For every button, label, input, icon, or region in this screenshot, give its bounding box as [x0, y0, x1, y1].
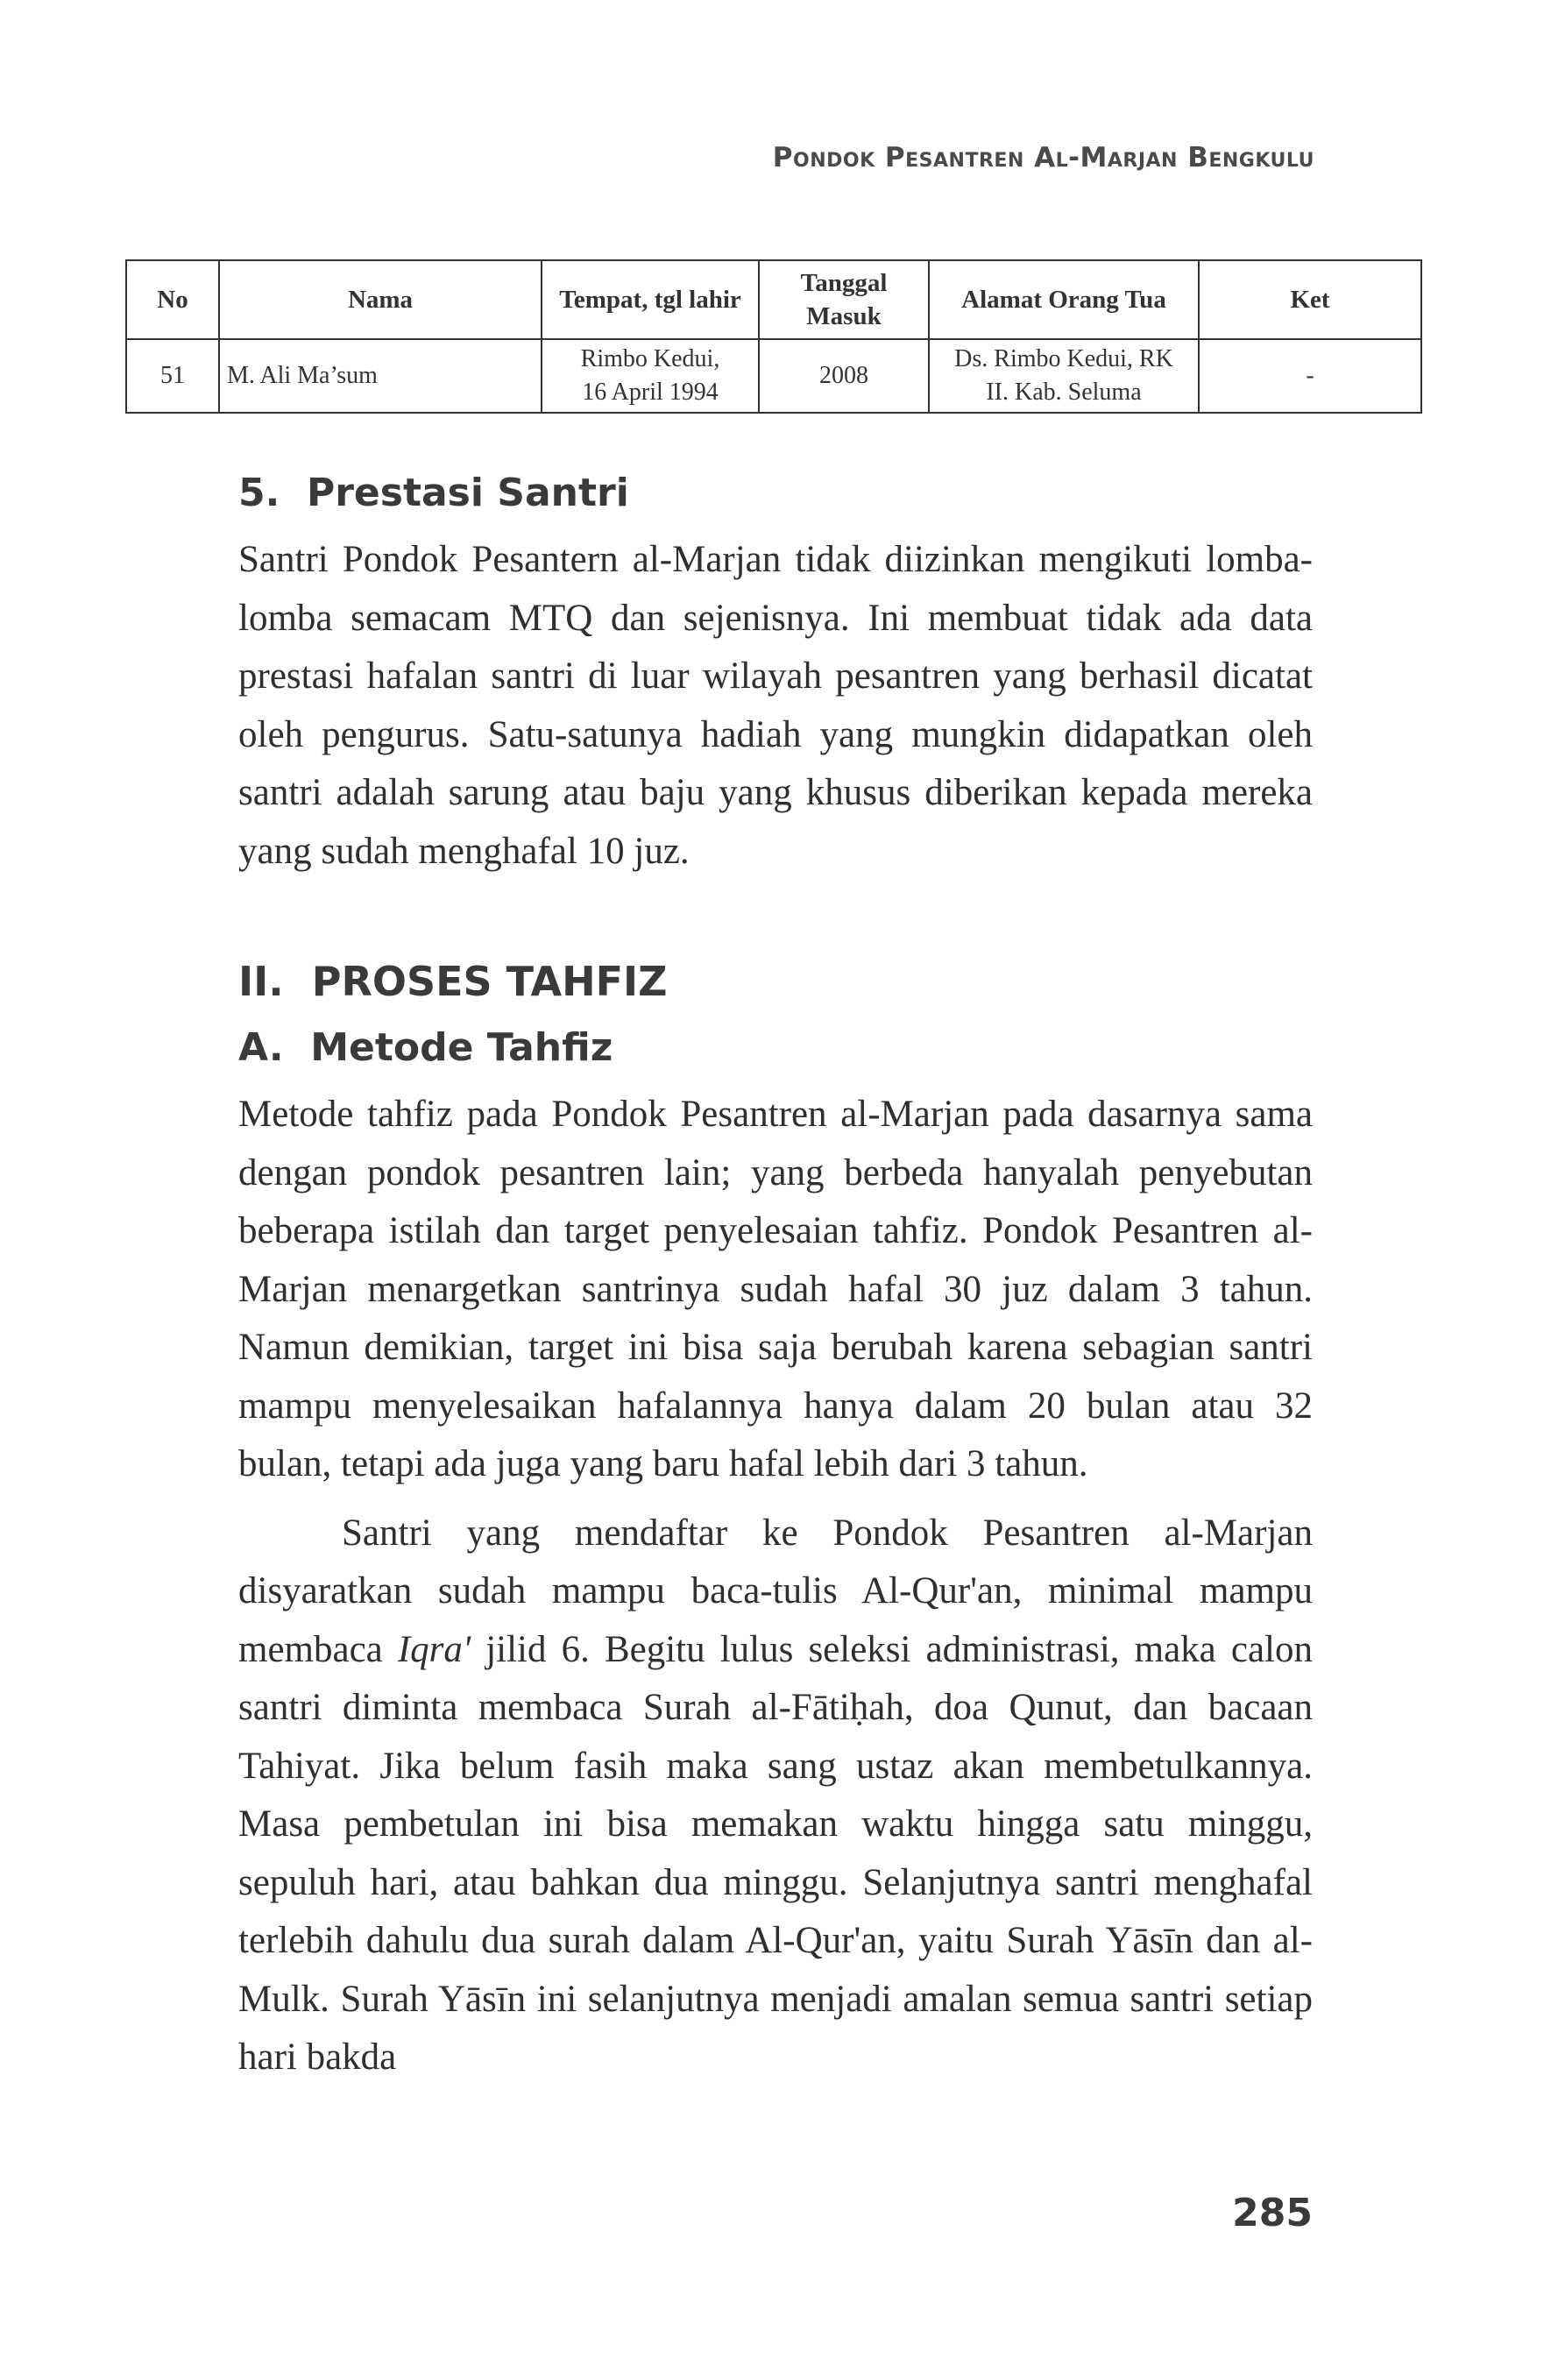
- student-table: [125, 259, 1422, 414]
- cell-alamat: [929, 339, 1199, 413]
- cell-tempat-tgl-lahir: [542, 339, 759, 413]
- paragraph-metode-2-part2: jilid 6. Begitu lulus seleksi administrasi, maka calon santri diminta membaca Surah al-Fātiḥah, doa Qunut, dan bacaan Tahiyat. Jika belum fasih maka sang ustaz akan membetulkannya. Masa pembetulan ini bisa memakan waktu hingga satu minggu, sepuluh hari, atau bahkan dua minggu. Selanjutnya santri menghafal terlebih dahulu dua surah dalam Al-Qur'an, yaitu Surah Yāsīn dan al-Mulk. Surah Yāsīn ini selanjutnya menjadi amalan semua santri setiap hari bakda: [238, 1628, 1313, 2078]
- heading-proses-tahfiz: II. PROSES TAHFIZ: [238, 958, 668, 1005]
- table-header-row: [126, 260, 1421, 339]
- cell-ket: -: [1199, 339, 1421, 413]
- paragraph-metode-2: [238, 1505, 1313, 2087]
- section-gap: [238, 881, 1313, 942]
- paragraph-metode-1: Metode tahfiz pada Pondok Pesantren al-Marjan pada dasarnya sama dengan pondok pesantren lain; yang berbeda hanyalah penyebutan beberapa istilah dan target penyelesaian tahfiz. Pondok Pesantren al-Marjan menargetkan santrinya sudah hafal 30 juz dalam 3 tahun. Namun demikian, target ini bisa saja berubah karena sebagian santri mampu menyelesaikan hafalannya hanya dalam 20 bulan atau 32 bulan, tetapi ada juga yang baru hafal lebih dari 3 tahun.: [238, 1094, 1313, 1484]
- cell-nama: M. Ali Ma’sum: [219, 339, 542, 413]
- header-ket: Ket: [1199, 260, 1421, 339]
- paragraph-metode-2-part1: Santri yang mendaftar ke Pondok Pesantren al-Marjan disyaratkan sudah mampu baca-tulis Al-Qur'an, minimal mampu membaca: [238, 1512, 1313, 1670]
- header-tempat-tgl-lahir: Tempat, tgl lahir: [542, 260, 759, 339]
- cell-no: 51: [126, 339, 219, 413]
- cell-alamat-line2: II. Kab. Seluma: [986, 379, 1142, 406]
- running-head: Pondok Pesantren Al-Marjan Bengkulu: [772, 142, 1314, 174]
- header-nama: Nama: [219, 260, 542, 339]
- cell-tanggal-masuk: 2008: [759, 339, 929, 413]
- cell-tempat-line2: 16 April 1994: [582, 379, 719, 406]
- header-tanggal-masuk: Tanggal Masuk: [759, 260, 929, 339]
- iqra-italic: Iqra': [397, 1628, 471, 1670]
- header-no: No: [126, 260, 219, 339]
- cell-alamat-line1: Ds. Rimbo Kedui, RK: [954, 345, 1173, 372]
- heading-metode-tahfiz: A. Metode Tahfiz: [238, 1025, 613, 1070]
- heading-prestasi-santri: 5. Prestasi Santri: [238, 471, 629, 515]
- table-row: [126, 339, 1421, 413]
- cell-tempat-line1: Rimbo Kedui,: [580, 345, 720, 372]
- page-number: 285: [1232, 2191, 1313, 2235]
- main-content: [238, 456, 1313, 2087]
- header-alamat-orang-tua: Alamat Orang Tua: [929, 260, 1199, 339]
- paragraph-prestasi: Santri Pondok Pesantern al-Marjan tidak diizinkan mengikuti lomba-lomba semacam MTQ dan sejenisnya. Ini membuat tidak ada data prestasi hafalan santri di luar wilayah pesantren yang berhasil dicatat oleh pengurus. Satu-satunya hadiah yang mungkin didapatkan oleh santri adalah sarung atau baju yang khusus diberikan kepada mereka yang sudah menghafal 10 juz.: [238, 539, 1313, 872]
